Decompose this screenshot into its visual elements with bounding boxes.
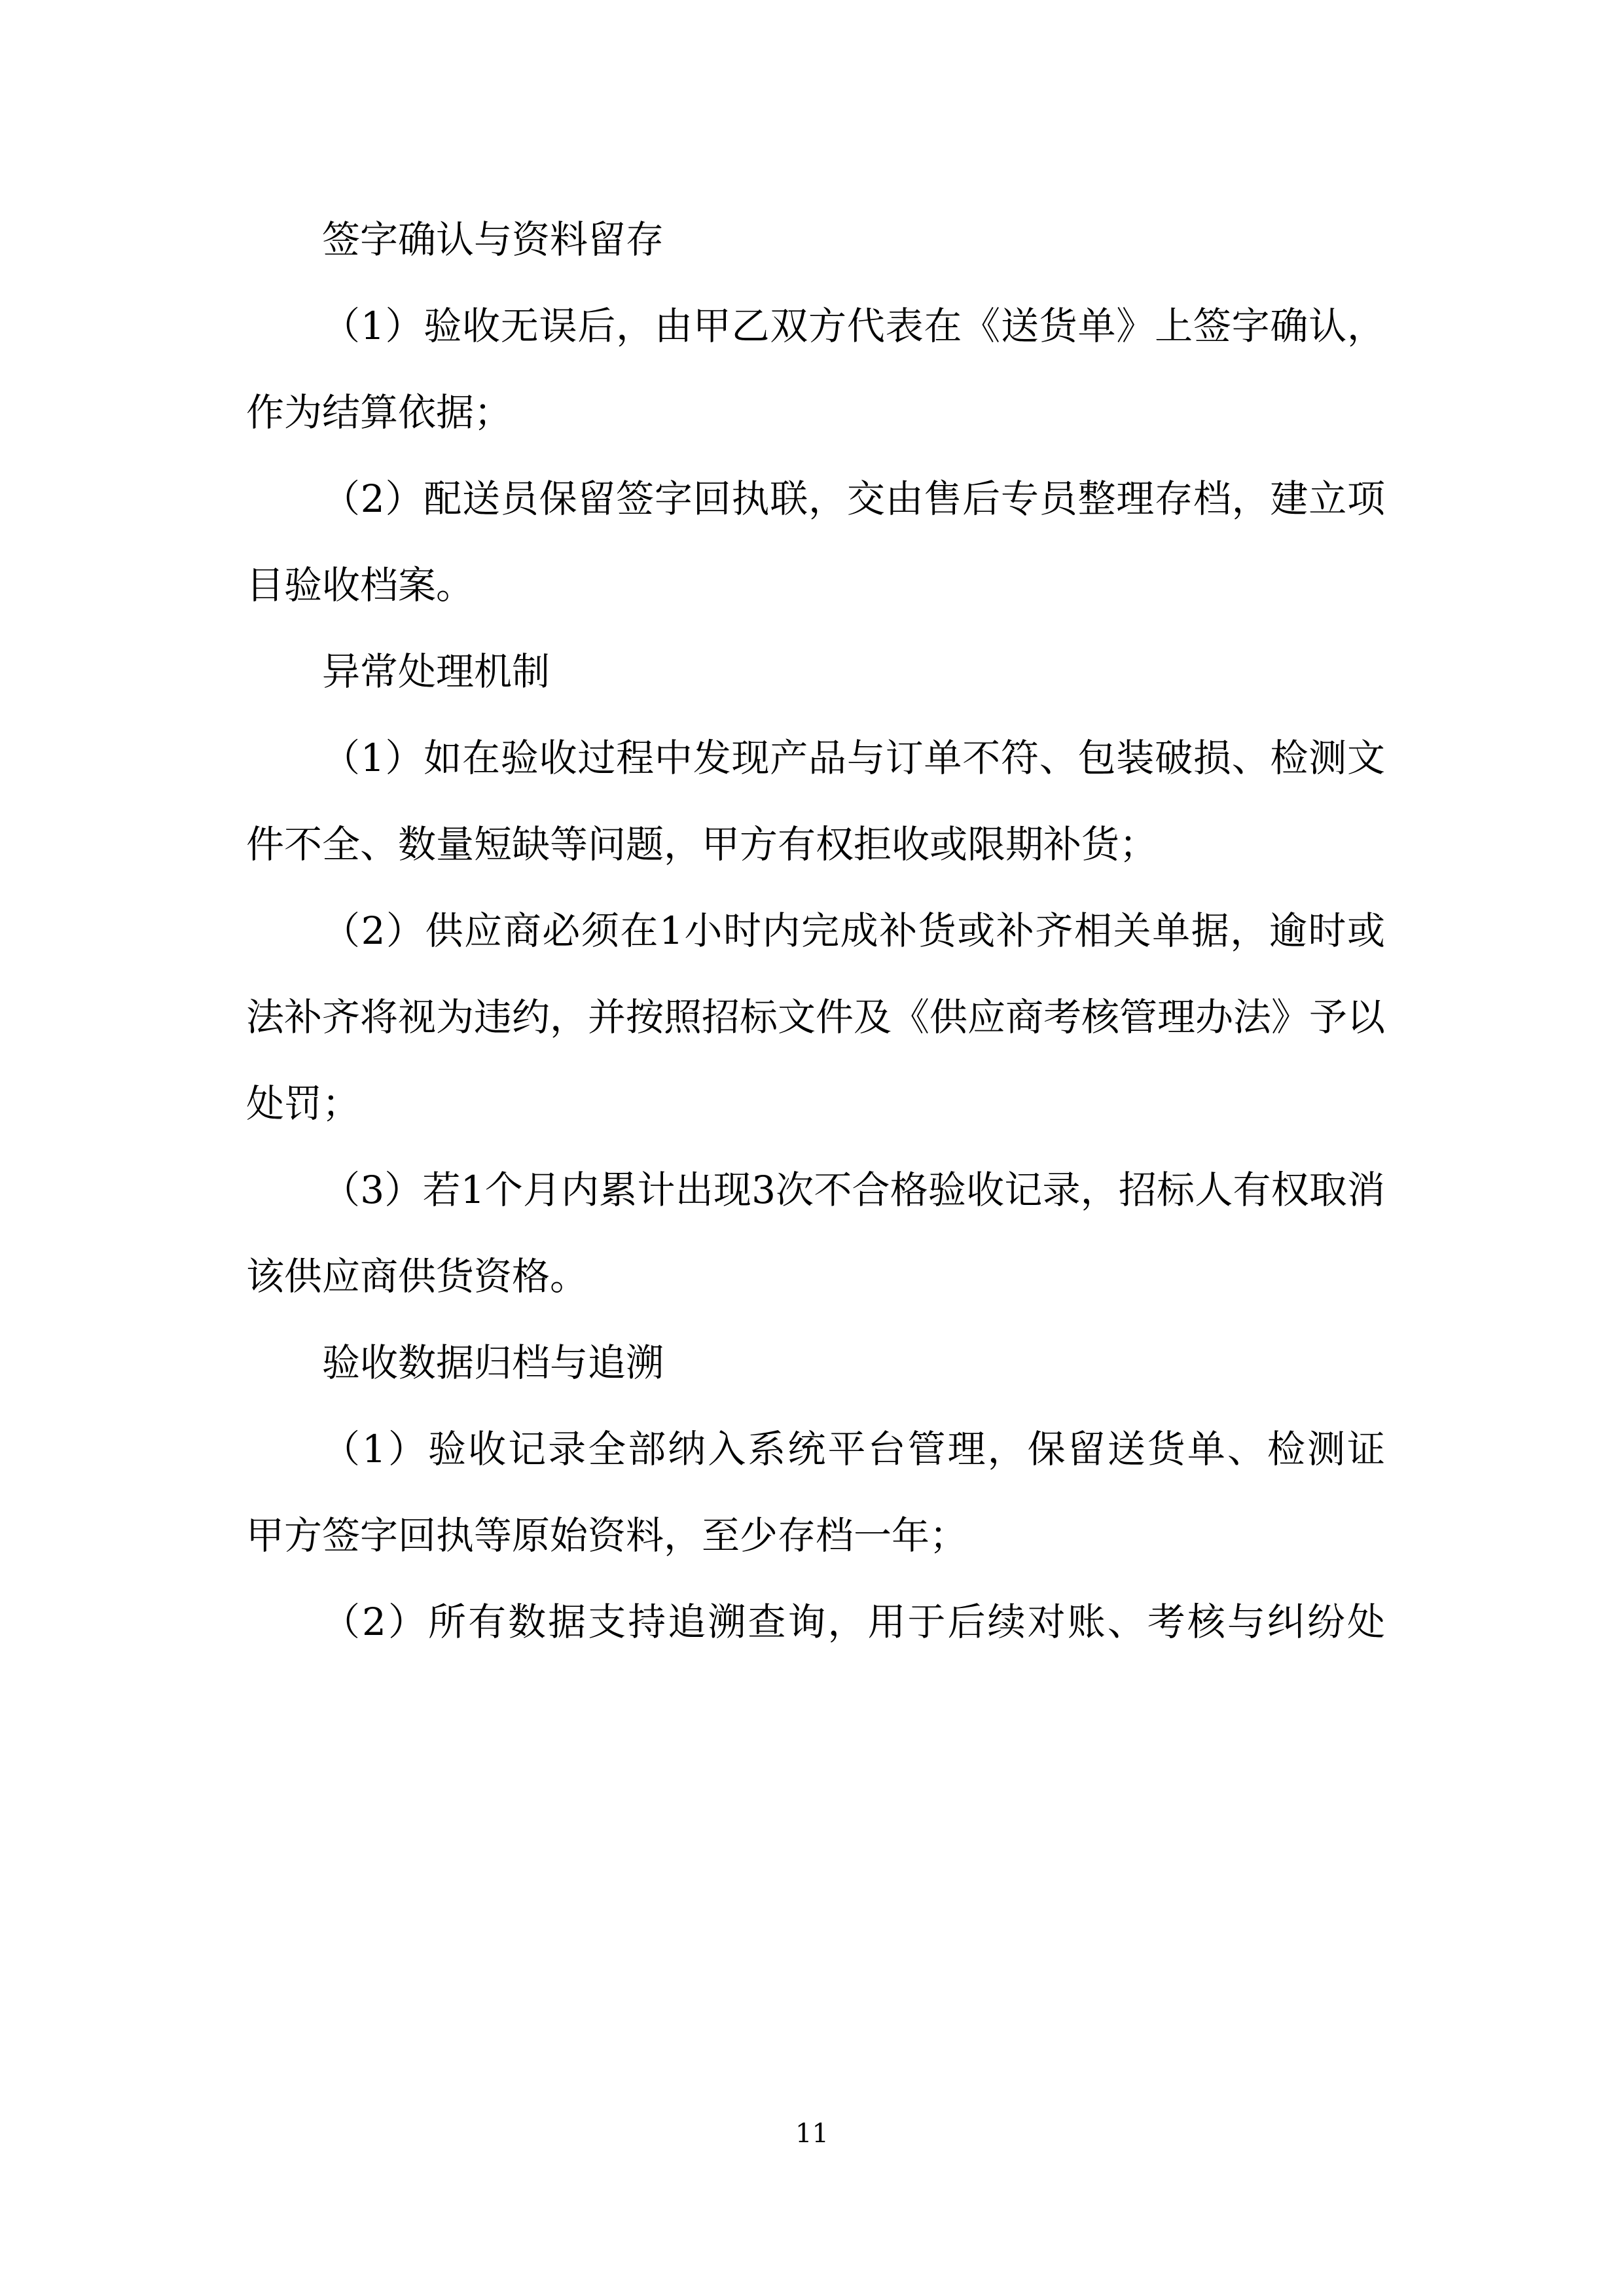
- section-heading: 签字确认与资料留存: [322, 217, 664, 262]
- paragraph-line: （1）验收无误后，由甲乙双方代表在《送货单》上签字确认，: [322, 304, 1385, 348]
- paragraph-line: 作为结算依据；: [246, 390, 513, 435]
- paragraph-line: （2）供应商必须在1小时内完成补货或补齐相关单据，逾时或: [322, 908, 1385, 953]
- paragraph-line: 该供应商供货资格。: [246, 1254, 588, 1299]
- paragraph-line: 法补齐将视为违约，并按照招标文件及《供应商考核管理办法》予以: [246, 995, 1385, 1039]
- paragraph-line: （1）验收记录全部纳入系统平台管理，保留送货单、检测证: [322, 1427, 1385, 1471]
- paragraph-line: 目验收档案。: [246, 563, 475, 607]
- section-heading: 异常处理机制: [322, 649, 550, 694]
- section-heading: 验收数据归档与追溯: [322, 1340, 664, 1385]
- paragraph-line: （1）如在验收过程中发现产品与订单不符、包装破损、检测文: [322, 736, 1385, 780]
- paragraph-line: （2）配送员保留签字回执联，交由售后专员整理存档，建立项: [322, 476, 1385, 521]
- paragraph-line: 甲方签字回执等原始资料，至少存档一年；: [246, 1513, 968, 1558]
- page-number: 11: [795, 2119, 829, 2149]
- paragraph-line: 处罚；: [246, 1081, 361, 1126]
- paragraph-line: （2）所有数据支持追溯查询，用于后续对账、考核与纠纷处: [322, 1600, 1385, 1644]
- paragraph-line: 件不全、数量短缺等问题，甲方有权拒收或限期补货；: [246, 822, 1158, 867]
- page-content: [246, 196, 1385, 1665]
- paragraph-line: （3）若1个月内累计出现3次不合格验收记录，招标人有权取消: [322, 1168, 1385, 1212]
